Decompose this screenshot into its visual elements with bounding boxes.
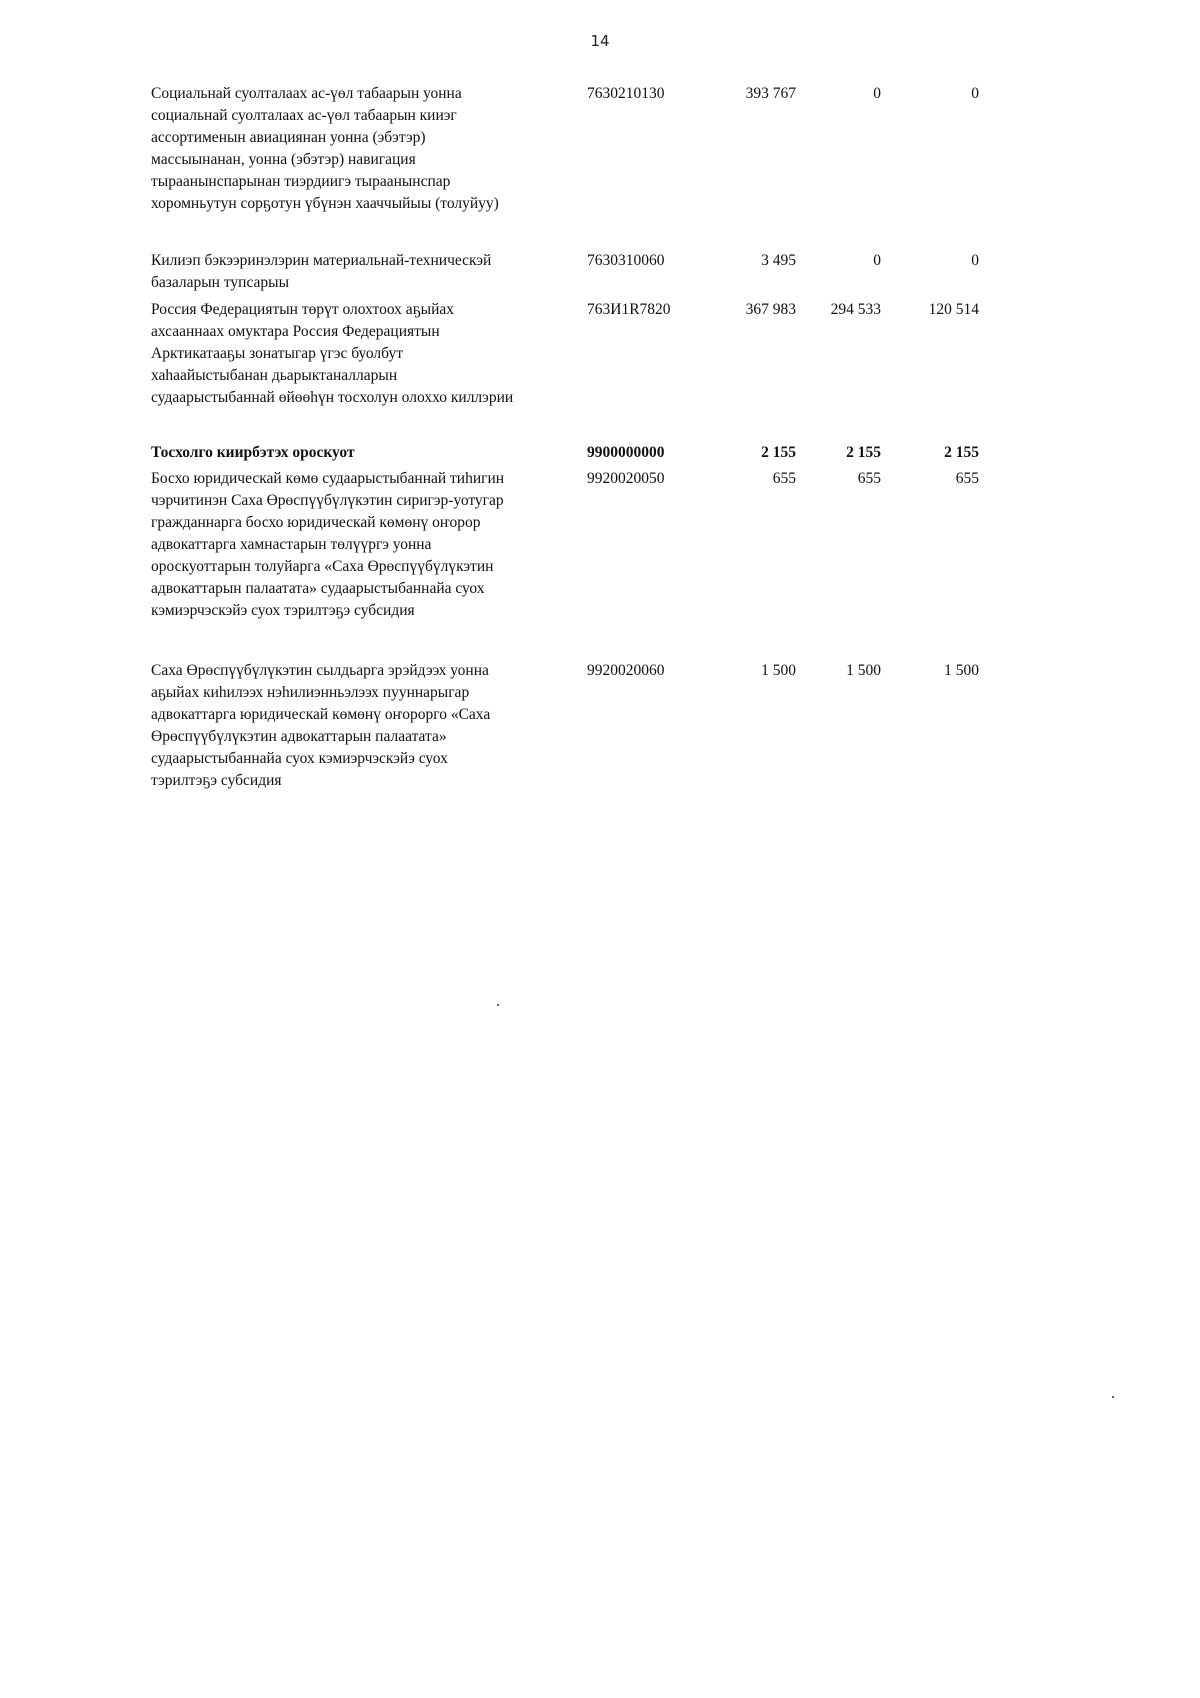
- description-line: Босхо юридическай көмө судаарыстыбаннай тиһигин: [151, 470, 505, 487]
- row-description: [151, 442, 571, 464]
- description-line: судаарыстыбаннай өйөөһүн тосхолун олоххо киллэрии: [151, 389, 514, 406]
- page-number: 14: [590, 32, 610, 50]
- row-description: [151, 468, 571, 622]
- description-line: Килиэп бэкээринэлэрин материальнай-техническэй: [151, 252, 492, 269]
- value-year-2: 0: [873, 252, 881, 269]
- budget-code: 9920020060: [587, 662, 665, 679]
- description-line: тыраанынспарынан тиэрдиигэ тыраанынспар: [151, 173, 451, 190]
- value-year-3: 0: [971, 85, 979, 102]
- description-line: ороскуоттарын толуйарга «Саха Өрөспүүбүлүкэтин: [151, 558, 494, 575]
- description-line: базаларын тупсарыы: [151, 274, 289, 291]
- description-line: судаарыстыбаннайа суох кэмиэрчэскэйэ суох: [151, 750, 448, 767]
- description-line: Арктикатааҕы зонатыгар үгэс буолбут: [151, 345, 403, 362]
- value-year-1: 2 155: [761, 444, 796, 461]
- budget-code: 9920020050: [587, 470, 665, 487]
- description-line: ассортименын авиациянан уонна (эбэтэр): [151, 129, 426, 146]
- value-year-2: 655: [857, 470, 881, 487]
- description-line: хаһаайыстыбанан дьарыктаналларын: [151, 367, 398, 384]
- description-line: адвокаттарга юридическай көмөнү оҥорорго «Саха: [151, 706, 491, 723]
- scan-speck: [497, 1004, 499, 1006]
- budget-code: 763И1R7820: [587, 301, 671, 318]
- description-line: Россия Федерациятын төрүт олохтоох аҕыйах: [151, 301, 455, 318]
- description-line: аҕыйах киһилээх нэһилиэнньэлээх пууннарыгар: [151, 684, 470, 701]
- value-year-2: 2 155: [846, 444, 881, 461]
- value-year-2: 294 533: [830, 301, 881, 318]
- description-line: адвокаттарга хамнастарын төлүүргэ уонна: [151, 536, 432, 553]
- value-year-3: 1 500: [944, 662, 979, 679]
- description-line: Өрөспүүбүлүкэтин адвокаттарын палаатата»: [151, 728, 447, 745]
- budget-code: 9900000000: [587, 444, 665, 461]
- value-year-1: 3 495: [761, 252, 796, 269]
- budget-code: 7630310060: [587, 252, 665, 269]
- description-line: хоромньутун сорҕотун үбүнэн хааччыйыы (толуйуу): [151, 195, 499, 212]
- row-description: [151, 250, 571, 294]
- value-year-2: 0: [873, 85, 881, 102]
- value-year-1: 1 500: [761, 662, 796, 679]
- description-line: гражданнарга босхо юридическай көмөнү оҥорор: [151, 514, 481, 531]
- row-description: [151, 83, 571, 215]
- description-line: чэрчитинэн Саха Өрөспүүбүлүкэтин сиригэр-уотугар: [151, 492, 504, 509]
- description-line: кэмиэрчэскэйэ суох тэрилтэҕэ субсидия: [151, 602, 415, 619]
- description-line: тэрилтэҕэ субсидия: [151, 772, 282, 789]
- description-line: массыынанан, уонна (эбэтэр) навигация: [151, 151, 416, 168]
- description-line: адвокаттарын палаатата» судаарыстыбаннайа суох: [151, 580, 485, 597]
- description-line: социальнай суолталаах ас-үөл табаарын кииэг: [151, 107, 457, 124]
- value-year-1: 655: [772, 470, 796, 487]
- budget-code: 7630210130: [587, 85, 665, 102]
- scan-speck: [1112, 1396, 1114, 1398]
- value-year-2: 1 500: [846, 662, 881, 679]
- value-year-1: 367 983: [745, 301, 796, 318]
- description-line: Саха Өрөспүүбүлүкэтин сылдьарга эрэйдээх уонна: [151, 662, 489, 679]
- value-year-3: 0: [971, 252, 979, 269]
- description-line: Тосхолго киирбэтэх ороскуот: [151, 444, 355, 461]
- value-year-3: 2 155: [944, 444, 979, 461]
- value-year-1: 393 767: [745, 85, 796, 102]
- description-line: Социальнай суолталаах ас-үөл табаарын уонна: [151, 85, 462, 102]
- row-description: [151, 660, 571, 792]
- row-description: [151, 299, 571, 409]
- value-year-3: 120 514: [928, 301, 979, 318]
- description-line: ахсааннаах омуктара Россия Федерациятын: [151, 323, 440, 340]
- value-year-3: 655: [955, 470, 979, 487]
